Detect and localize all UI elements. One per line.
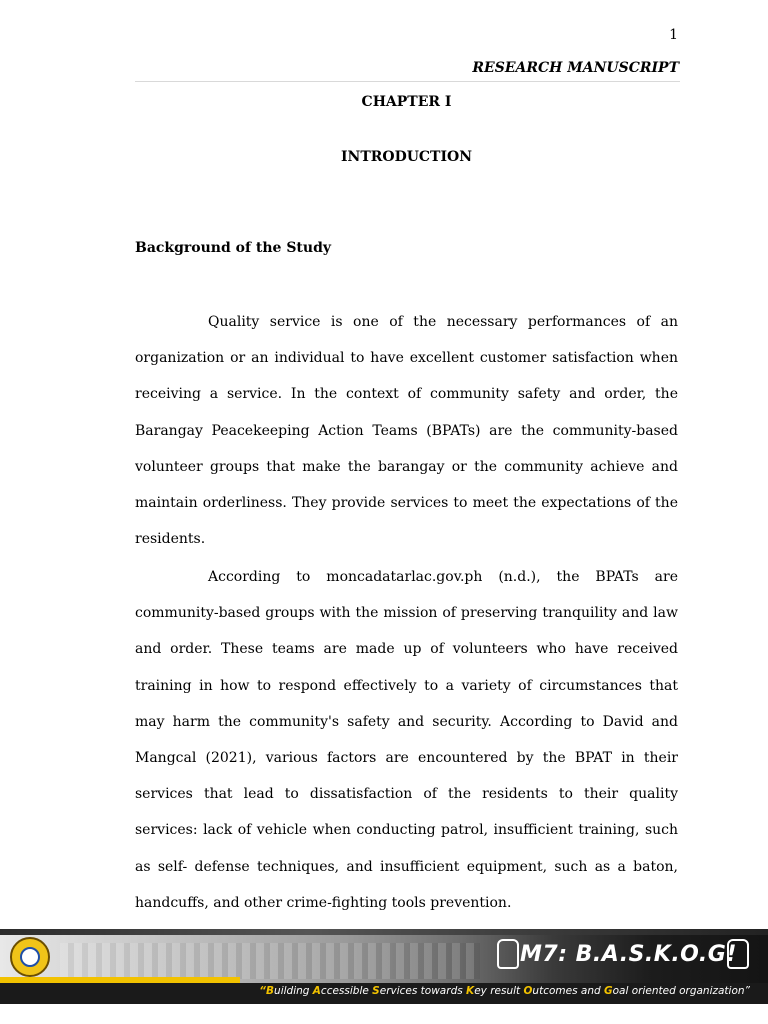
slogan-word: uilding <box>274 985 313 997</box>
footer-cityscape <box>60 943 480 979</box>
body-paragraph-2 <box>135 559 678 921</box>
slogan-initial: K <box>466 985 475 997</box>
section-heading: Background of the Study <box>135 240 331 256</box>
body-paragraph-1 <box>135 304 678 557</box>
municipal-seal-icon <box>10 937 50 977</box>
footer-banner <box>0 929 768 1004</box>
slogan-word: ey result <box>474 985 524 997</box>
flexing-arm-icon <box>727 939 749 969</box>
chapter-title: INTRODUCTION <box>340 149 473 165</box>
slogan-initial: O <box>523 985 533 997</box>
running-head: RESEARCH MANUSCRIPT <box>472 60 679 76</box>
slogan-initial: G <box>603 985 613 997</box>
paragraph-2-text: According to moncadatarlac.gov.ph (n.d.), the BPATs are community-based groups with the mission of preserving tranquility and law and order. These teams are made up of volunteers who have received training in how to respond effectively to a variety of circumstances that may harm the community's safety and security. According to David and Mangcal (2021), various factors are encountered by the BPAT in their services that lead to dissatisfaction of the residents to their quality services: lack of vehicle when conducting patrol, insufficient training, such as self- defense techniques, and insufficient equipment, such as a baton, handcuffs, and other crime-fighting tools prevention. <box>135 569 678 911</box>
slogan-initial: A <box>312 985 321 997</box>
paragraph-1-text: Quality service is one of the necessary performances of an organization or an individual to have excellent customer satisfaction when receiving a service. In the context of community safety and order, the Barangay Peacekeeping Action Teams (BPATs) are the community-based volunteer groups that make the barangay or the community achieve and maintain orderliness. They provide services to meet the expectations of the residents. <box>135 314 678 548</box>
header-divider <box>135 81 680 82</box>
slogan-initial: “B <box>259 985 275 997</box>
slogan-word: ervices towards <box>379 985 467 997</box>
page-number: 1 <box>669 27 678 43</box>
slogan-word: oal oriented organization” <box>612 985 750 997</box>
footer-slogan <box>259 985 750 997</box>
footer-brand: M7: B.A.S.K.O.G! <box>520 942 737 967</box>
footer-top-strip <box>0 929 768 935</box>
flexing-arm-icon <box>497 939 519 969</box>
chapter-label: CHAPTER I <box>361 94 452 110</box>
slogan-initial: S <box>372 985 380 997</box>
slogan-word: ccessible <box>320 985 373 997</box>
slogan-word: utcomes and <box>532 985 604 997</box>
